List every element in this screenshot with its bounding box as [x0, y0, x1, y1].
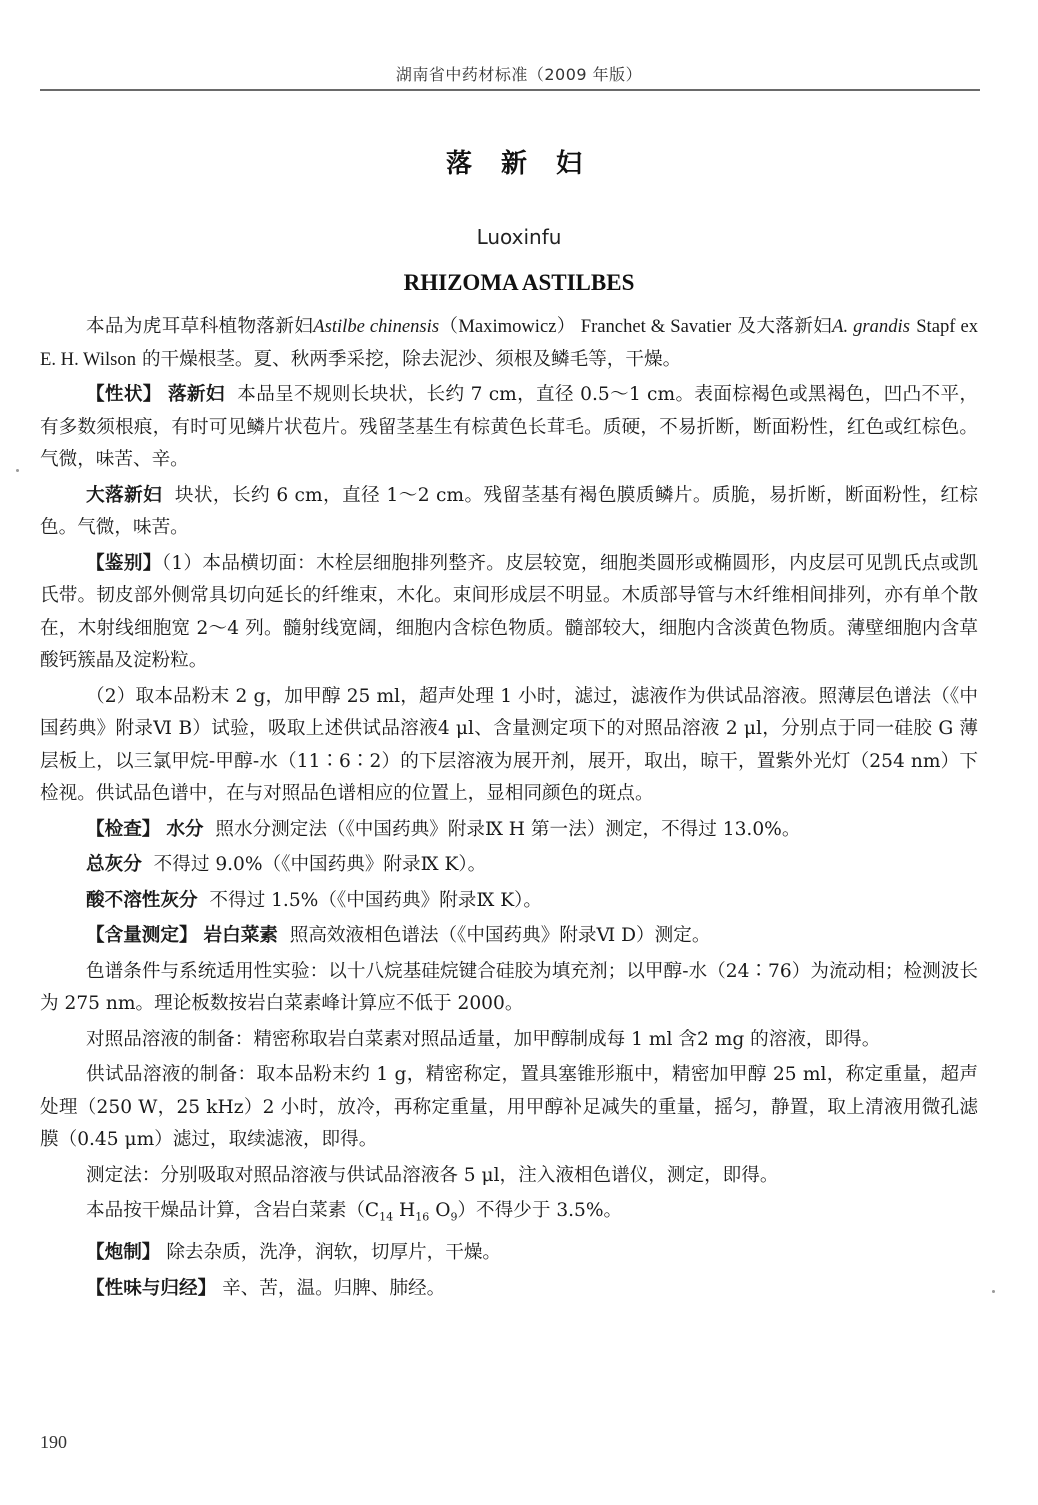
nature-paragraph [40, 1273, 978, 1306]
characters-paragraph [40, 379, 978, 477]
section-label: 【炮制】 [86, 1242, 161, 1264]
scan-speck [16, 469, 19, 472]
section-label: 【鉴别】 [86, 552, 162, 574]
section-label: 【检查】 [86, 818, 161, 840]
species-name: A. grandis [832, 316, 910, 337]
subsection-label: 落新妇 [167, 384, 225, 405]
assay-text: 测定法：分别吸取对照品溶液与供试品溶液各 5 μl，注入液相色谱仪，测定，即得。 [86, 1164, 779, 1186]
watermark-pdg-text: PDG [804, 1432, 871, 1472]
identification-text: （1）本品横切面：木栓层细胞排列整齐。皮层较宽，细胞类圆形或椭圆形，内皮层可见凯氏点或凯氏带。韧皮部外侧常具切向延长的纤维束，木化。束间形成层不明显。木质部导管与木纤维相间排列，亦有单个散在，木射线细胞宽 2～4 列。髓射线宽阔，细胞内含棕色物质。髓部较大，细胞内含淡黄色物质。薄壁细胞内含草酸钙簇晶及淀粉粒。 [40, 552, 978, 671]
nature-text: 辛、苦，温。归脾、肺经。 [222, 1277, 446, 1299]
chromatography-paragraph [40, 956, 978, 1021]
method-paragraph [40, 1160, 978, 1193]
subsection-label: 水分 [166, 818, 204, 840]
assay-text: 对照品溶液的制备：精密称取岩白菜素对照品适量，加甲醇制成每 1 ml 含2 mg 的溶液，即得。 [86, 1028, 881, 1050]
identification-text: （2）取本品粉末 2 g，加甲醇 25 ml，超声处理 1 小时，滤过，滤液作为供试品溶液。照薄层色谱法（《中国药典》附录Ⅵ B）试验，吸取上述供试品溶液4 μl、含量测定项下的对照品溶液 2 μl，分别点于同一硅胶 G 薄层板上，以三氯甲烷-甲醇-水（11∶6∶2）的下层溶液为展开剂，展开，取出，晾干，置紫外光灯（254 nm）下检视。供试品色谱中，在与对照品色谱相应的位置上，显相同颜色的斑点。 [40, 685, 978, 804]
watermark-seal-glyph: 字 [784, 1242, 861, 1330]
acid-ash-paragraph [40, 885, 978, 918]
section-label: 【含量测定】 [86, 925, 198, 946]
intro-text: 本品为虎耳草科植物落新妇 [86, 316, 314, 337]
formula-subscript: 14 [379, 1210, 394, 1224]
assay-text: 供试品溶液的制备：取本品粉末约 1 g，精密称定，置具塞锥形瓶中，精密加甲醇 25 ml，称定重量，超声处理（250 W，25 kHz）2 小时，放冷，再称定重量，用甲醇补足减失的重量，摇匀，静置，取上清液用微孔滤膜（0.45 μm）滤过，取续滤液，即得。 [40, 1064, 978, 1150]
header-rule [40, 89, 980, 91]
characters-text: 本品呈不规则长块状，长约 7 cm，直径 0.5～1 cm。表面棕褐色或黑褐色，凹凸不平，有多数须根痕，有时可见鳞片状苞片。残留茎基生有棕黄色长茸毛。质硬，不易折断，断面粉性，红色或红棕色。气微，味苦、辛。 [40, 384, 978, 470]
identification-paragraph-2 [40, 681, 978, 811]
section-label: 【性状】 [86, 384, 162, 405]
identification-paragraph [40, 548, 978, 678]
formula-element: O [429, 1200, 451, 1221]
inspection-paragraph [40, 814, 978, 847]
title-pinyin: Luoxinfu [476, 225, 562, 249]
assay-paragraph [40, 920, 978, 953]
inspection-text: 不得过 9.0%（《中国药典》附录Ⅸ K）。 [153, 854, 487, 875]
watermark-seal-glyph: 汉 [690, 1177, 767, 1265]
assay-text: 色谱条件与系统适用性实验：以十八烷基硅烷键合硅胶为填充剂；以甲醇-水（24∶76）为流动相；检测波长为 275 nm。理论板数按岩白菜素峰计算应不低于 2000。 [40, 960, 978, 1014]
page-number: 190 [40, 1432, 67, 1452]
title-latin: RHIZOMA ASTILBES [403, 270, 635, 295]
watermark-seal-glyph: 舟 [708, 1336, 786, 1425]
intro-paragraph [40, 311, 978, 376]
processing-paragraph [40, 1237, 978, 1270]
subsection-label: 酸不溶性灰分 [86, 889, 198, 911]
section-label: 【性味与归经】 [86, 1277, 217, 1299]
subsection-label: 大落新妇 [86, 484, 163, 506]
formula-subscript: 9 [450, 1210, 458, 1224]
species-name: Astilbe chinensis [313, 316, 440, 337]
species-authority: （Maximowicz） Franchet & Savatier [439, 316, 732, 337]
subsection-label: 岩白菜素 [203, 925, 278, 946]
characters-paragraph-2 [40, 480, 978, 545]
inspection-text: 照水分测定法（《中国药典》附录Ⅸ H 第一法）测定，不得过 13.0%。 [215, 818, 801, 840]
processing-text: 除去杂质，洗净，润软，切厚片，干燥。 [166, 1242, 502, 1264]
test-solution-paragraph [40, 1059, 978, 1157]
scan-speck [992, 1290, 995, 1293]
intro-text: 及大落新妇 [737, 316, 833, 337]
running-head: 湖南省中药材标准（2009 年版） [395, 65, 643, 84]
content-limit-paragraph [40, 1195, 978, 1234]
total-ash-paragraph [40, 849, 978, 882]
subsection-label: 总灰分 [86, 854, 142, 875]
intro-text: 的干燥根茎。夏、秋两季采挖，除去泥沙、须根及鳞毛等，干燥。 [141, 348, 682, 370]
inspection-text: 不得过 1.5%（《中国药典》附录Ⅸ K）。 [209, 889, 543, 911]
characters-text: 块状，长约 6 cm，直径 1～2 cm。残留茎基有褐色膜质鳞片。质脆，易折断，断面粉性，红棕色。气微，味苦。 [40, 484, 978, 538]
assay-text: 照高效液相色谱法（《中国药典》附录Ⅵ D）测定。 [289, 925, 711, 946]
reference-solution-paragraph [40, 1024, 978, 1057]
assay-text: ）不得少于 3.5%。 [457, 1200, 623, 1221]
formula-subscript: 16 [415, 1210, 430, 1224]
assay-text: 本品按干燥品计算，含岩白菜素（C [86, 1200, 380, 1221]
monograph-body [40, 311, 978, 1305]
species-authority: Stapf ex E. H. Wilson [40, 316, 978, 370]
title-chinese: 落 新 妇 [445, 149, 593, 179]
formula-element: H [393, 1200, 416, 1221]
